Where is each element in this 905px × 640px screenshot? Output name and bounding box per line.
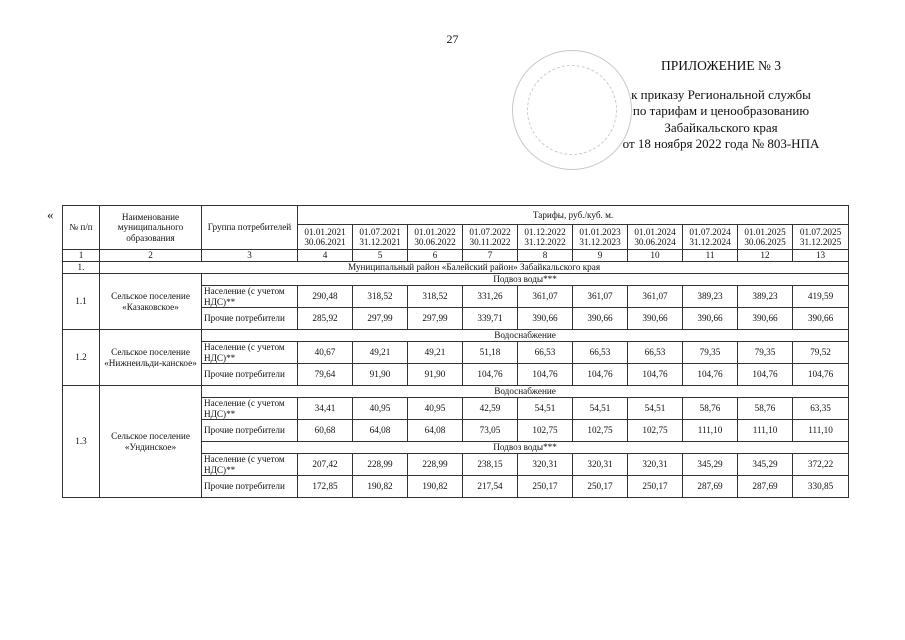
column-number-cell: 5 (353, 250, 408, 262)
tariff-value: 102,75 (628, 420, 683, 442)
service-row (63, 386, 849, 398)
tariff-value: 190,82 (408, 476, 463, 498)
tariff-value: 372,22 (793, 454, 849, 476)
consumer-group: Прочие потребители (202, 420, 298, 442)
tariff-value: 40,95 (408, 398, 463, 420)
tariff-value: 390,66 (738, 308, 793, 330)
period-header-cell (793, 225, 849, 250)
tariff-value: 361,07 (628, 286, 683, 308)
period-to: 31.12.2022 (524, 237, 566, 247)
period-header-cell (298, 225, 353, 250)
period-header-cell (408, 225, 463, 250)
consumer-group: Население (с учетом НДС)** (202, 286, 298, 308)
tariff-value: 49,21 (353, 342, 408, 364)
tariff-value: 104,76 (683, 364, 738, 386)
tariff-value: 390,66 (628, 308, 683, 330)
tariff-value: 111,10 (793, 420, 849, 442)
tariff-value: 285,92 (298, 308, 353, 330)
tariff-value: 66,53 (628, 342, 683, 364)
tariff-value: 250,17 (628, 476, 683, 498)
tariff-value: 79,52 (793, 342, 849, 364)
tariff-value: 66,53 (573, 342, 628, 364)
service-type: Водоснабжение (202, 386, 849, 398)
period-from: 01.07.2021 (359, 226, 401, 237)
entry-num: 1.3 (63, 386, 100, 498)
service-type: Подвоз воды*** (202, 274, 849, 286)
opening-quote-mark: « (47, 207, 54, 222)
entry-municipality: Сельское поселение «Казаковское» (100, 274, 202, 330)
tariff-value: 49,21 (408, 342, 463, 364)
tariff-value: 287,69 (683, 476, 738, 498)
tariff-value: 297,99 (408, 308, 463, 330)
tariff-value: 390,66 (573, 308, 628, 330)
period-header-cell (683, 225, 738, 250)
period-header-cell (628, 225, 683, 250)
entry-num: 1.2 (63, 330, 100, 386)
tariff-value: 320,31 (628, 454, 683, 476)
entry-municipality: Сельское поселение «Нижнеильди-канское» (100, 330, 202, 386)
column-number-cell: 8 (518, 250, 573, 262)
period-to: 31.12.2025 (799, 237, 842, 247)
tariff-value: 250,17 (573, 476, 628, 498)
service-row (63, 330, 849, 342)
period-from: 01.01.2025 (744, 226, 786, 237)
district-name: Муниципальный район «Балейский район» Забайкальского края (100, 262, 849, 274)
column-number-cell: 7 (463, 250, 518, 262)
tariff-value: 102,75 (573, 420, 628, 442)
column-number-cell: 11 (683, 250, 738, 262)
tariff-value: 287,69 (738, 476, 793, 498)
period-from: 01.01.2023 (579, 226, 621, 237)
consumer-group: Население (с учетом НДС)** (202, 454, 298, 476)
column-number-cell: 9 (573, 250, 628, 262)
tariff-value: 104,76 (518, 364, 573, 386)
appendix-header (606, 58, 836, 153)
tariff-value: 60,68 (298, 420, 353, 442)
consumer-group: Население (с учетом НДС)** (202, 342, 298, 364)
tariff-value: 250,17 (518, 476, 573, 498)
tariff-value: 64,08 (408, 420, 463, 442)
column-number-cell: 4 (298, 250, 353, 262)
period-from: 01.01.2022 (414, 226, 456, 237)
tariff-value: 345,29 (738, 454, 793, 476)
tariff-value: 91,90 (408, 364, 463, 386)
tariff-value: 102,75 (518, 420, 573, 442)
tariff-value: 42,59 (463, 398, 518, 420)
tariff-value: 73,05 (463, 420, 518, 442)
tariff-value: 390,66 (518, 308, 573, 330)
district-num: 1. (63, 262, 100, 274)
tariff-value: 361,07 (573, 286, 628, 308)
period-to: 30.06.2021 (304, 237, 346, 247)
service-row (63, 274, 849, 286)
tariff-value: 361,07 (518, 286, 573, 308)
tariff-value: 34,41 (298, 398, 353, 420)
tariff-value: 228,99 (408, 454, 463, 476)
period-header-cell (463, 225, 518, 250)
tariff-value: 40,67 (298, 342, 353, 364)
table-column-numbers-row (63, 250, 849, 262)
tariff-value: 51,18 (463, 342, 518, 364)
tariff-value: 389,23 (738, 286, 793, 308)
column-number-cell: 2 (100, 250, 202, 262)
entry-municipality: Сельское поселение «Ундинское» (100, 386, 202, 498)
tariff-value: 228,99 (353, 454, 408, 476)
tariff-value: 40,95 (353, 398, 408, 420)
page-number: 27 (446, 32, 459, 46)
tariff-value: 339,71 (463, 308, 518, 330)
period-from: 01.07.2025 (799, 226, 842, 237)
service-type: Подвоз воды*** (202, 442, 849, 454)
consumer-group: Прочие потребители (202, 308, 298, 330)
header-cell-tariffs: Тарифы, руб./куб. м. (298, 206, 849, 225)
column-number-cell: 1 (63, 250, 100, 262)
tariff-value: 290,48 (298, 286, 353, 308)
tariff-value: 63,35 (793, 398, 849, 420)
period-header-cell (518, 225, 573, 250)
tariff-value: 390,66 (683, 308, 738, 330)
period-to: 30.11.2022 (469, 237, 511, 247)
period-from: 01.01.2024 (634, 226, 676, 237)
tariff-value: 54,51 (518, 398, 573, 420)
tariff-value: 318,52 (408, 286, 463, 308)
tariff-value: 91,90 (353, 364, 408, 386)
header-cell-group: Группа потребителей (202, 206, 298, 250)
tariff-value: 330,85 (793, 476, 849, 498)
appendix-line: к приказу Региональной службы (631, 86, 811, 102)
district-row (63, 262, 849, 274)
period-from: 01.07.2022 (469, 226, 511, 237)
column-number-cell: 12 (738, 250, 793, 262)
tariff-value: 318,52 (353, 286, 408, 308)
period-to: 30.06.2024 (634, 237, 676, 247)
period-from: 01.01.2021 (304, 226, 346, 237)
tariff-value: 111,10 (738, 420, 793, 442)
appendix-line: Забайкальского края (664, 119, 778, 135)
column-number-cell: 10 (628, 250, 683, 262)
appendix-title: ПРИЛОЖЕНИЕ № 3 (660, 58, 782, 73)
consumer-group: Прочие потребители (202, 364, 298, 386)
tariff-value: 389,23 (683, 286, 738, 308)
tariff-value: 104,76 (738, 364, 793, 386)
column-number-cell: 13 (793, 250, 849, 262)
tariff-value: 320,31 (573, 454, 628, 476)
period-header-cell (573, 225, 628, 250)
tariff-value: 331,26 (463, 286, 518, 308)
header-cell-municipality: Наименование муниципального образования (100, 206, 202, 250)
period-to: 31.12.2023 (579, 237, 621, 247)
tariff-value: 79,35 (738, 342, 793, 364)
tariff-value: 190,82 (353, 476, 408, 498)
column-number-cell: 6 (408, 250, 463, 262)
tariff-value: 390,66 (793, 308, 849, 330)
tariff-value: 111,10 (683, 420, 738, 442)
tariff-value: 58,76 (738, 398, 793, 420)
header-cell-num: № п/п (63, 206, 100, 250)
appendix-line: по тарифам и ценообразованию (632, 103, 810, 118)
period-header-cell (738, 225, 793, 250)
entry-num: 1.1 (63, 274, 100, 330)
tariff-value: 64,08 (353, 420, 408, 442)
tariff-value: 297,99 (353, 308, 408, 330)
tariff-value: 238,15 (463, 454, 518, 476)
tariff-value: 104,76 (628, 364, 683, 386)
tariff-value: 320,31 (518, 454, 573, 476)
period-from: 01.07.2024 (689, 226, 731, 237)
service-type: Водоснабжение (202, 330, 849, 342)
tariff-value: 79,35 (683, 342, 738, 364)
tariff-value: 58,76 (683, 398, 738, 420)
tariff-value: 54,51 (628, 398, 683, 420)
tariff-value: 172,85 (298, 476, 353, 498)
tariff-value: 419,59 (793, 286, 849, 308)
tariff-value: 207,42 (298, 454, 353, 476)
period-to: 30.06.2025 (744, 237, 786, 247)
tariff-value: 79,64 (298, 364, 353, 386)
period-header-cell (353, 225, 408, 250)
tariff-value: 217,54 (463, 476, 518, 498)
tariff-value: 104,76 (573, 364, 628, 386)
appendix-line: от 18 ноября 2022 года № 803-НПА (622, 136, 820, 151)
tariff-value: 54,51 (573, 398, 628, 420)
table-header-row (63, 206, 849, 225)
tariff-value: 66,53 (518, 342, 573, 364)
tariff-value: 104,76 (793, 364, 849, 386)
period-to: 31.12.2021 (359, 237, 401, 247)
period-from: 01.12.2022 (524, 226, 566, 237)
tariff-value: 104,76 (463, 364, 518, 386)
period-to: 30.06.2022 (414, 237, 456, 247)
column-number-cell: 3 (202, 250, 298, 262)
consumer-group: Население (с учетом НДС)** (202, 398, 298, 420)
tariff-table (62, 205, 849, 498)
consumer-group: Прочие потребители (202, 476, 298, 498)
tariff-value: 345,29 (683, 454, 738, 476)
period-to: 31.12.2024 (689, 237, 731, 247)
